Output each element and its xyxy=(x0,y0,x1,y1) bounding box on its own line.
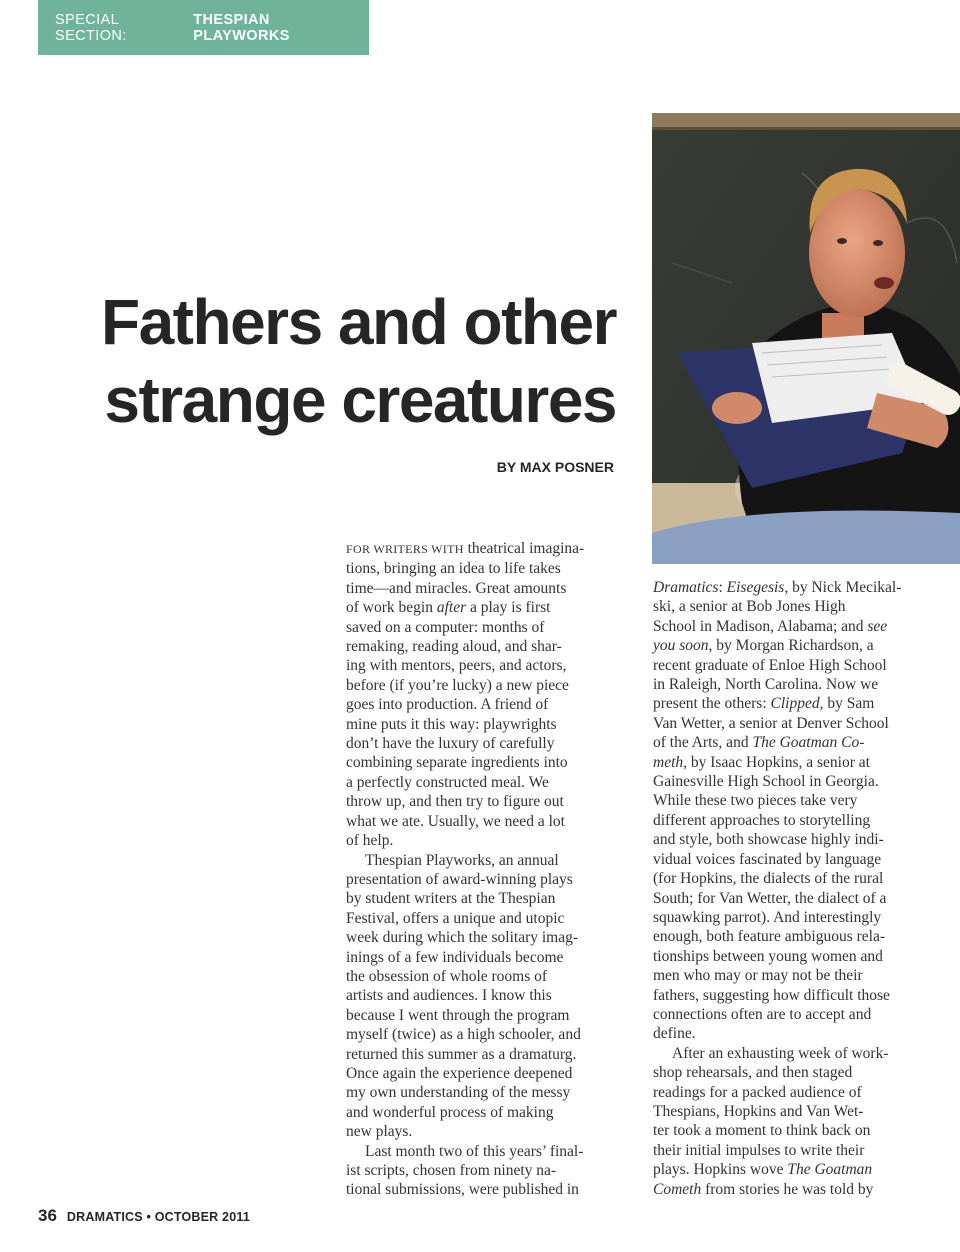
text-line xyxy=(346,831,614,850)
text-line xyxy=(653,617,921,636)
text-segment: a perfectly constructed meal. We xyxy=(346,773,549,791)
text-line xyxy=(346,734,614,753)
text-segment: (for Hopkins, the dialects of the rural xyxy=(653,870,884,888)
magazine-issue: DRAMATICS • OCTOBER 2011 xyxy=(66,1210,250,1224)
text-line xyxy=(653,714,921,733)
text-segment: combining separate ingredients into xyxy=(346,754,568,772)
text-line xyxy=(653,889,921,908)
text-segment: men who may or may not be their xyxy=(653,967,863,985)
text-segment: After an exhausting week of work- xyxy=(672,1044,889,1062)
headline-line-1: Fathers and other xyxy=(100,286,616,358)
text-segment: mine puts it this way: playwrights xyxy=(346,715,557,733)
text-line xyxy=(653,927,921,946)
text-line xyxy=(653,636,921,655)
text-line xyxy=(653,1180,921,1199)
text-segment: Gainesville High School in Georgia. xyxy=(653,773,879,791)
text-segment: recent graduate of Enloe High School xyxy=(653,656,887,674)
text-segment: of help. xyxy=(346,832,394,850)
text-segment: presentation of award-winning plays xyxy=(346,870,573,888)
banner-section-name: THESPIAN PLAYWORKS xyxy=(193,11,290,44)
text-line xyxy=(346,579,614,598)
text-line xyxy=(346,889,614,908)
text-segment: tionships between young women and xyxy=(653,947,883,965)
text-segment: ist scripts, chosen from ninety na- xyxy=(346,1162,557,1179)
italic-text: Cometh xyxy=(653,1180,702,1198)
text-line xyxy=(346,559,614,578)
banner-prefix: SPECIAL SECTION: xyxy=(55,11,127,44)
text-segment: Thespians, Hopkins and Van Wet- xyxy=(653,1102,864,1120)
italic-text: meth xyxy=(653,753,684,771)
text-line xyxy=(346,656,614,675)
text-segment: Once again the experience deepened xyxy=(346,1064,573,1082)
text-line xyxy=(653,1121,921,1140)
italic-text: The Goatman Co- xyxy=(752,734,865,752)
byline: BY MAX POSNER xyxy=(496,459,614,475)
page-number: 36 xyxy=(38,1206,57,1225)
article-column-2 xyxy=(653,578,921,1199)
text-line xyxy=(653,1160,921,1179)
text-line xyxy=(653,830,921,849)
text-segment: Last month two of this years’ final- xyxy=(365,1142,584,1160)
text-segment: by student writers at the Thespian xyxy=(346,890,556,908)
text-segment: , by Sam xyxy=(819,695,875,713)
text-segment: time—and miracles. Great amounts xyxy=(346,579,567,597)
text-line xyxy=(653,947,921,966)
text-segment: and style, both showcase highly indi- xyxy=(653,831,884,849)
text-segment: tional submissions, were published in xyxy=(346,1181,579,1199)
text-line xyxy=(346,909,614,928)
text-line xyxy=(653,986,921,1005)
text-line xyxy=(346,695,614,714)
text-line xyxy=(346,1142,614,1161)
text-line xyxy=(653,1141,921,1160)
text-segment: myself (twice) as a high schooler, and xyxy=(346,1026,581,1044)
text-segment: because I went through the program xyxy=(346,1006,570,1024)
text-segment: School in Madison, Alabama; and xyxy=(653,617,868,635)
text-line xyxy=(346,715,614,734)
text-segment: theatrical imagina- xyxy=(463,540,585,557)
text-line xyxy=(653,1044,921,1063)
text-line xyxy=(346,948,614,967)
text-segment: don’t have the luxury of carefully xyxy=(346,735,555,753)
text-line xyxy=(346,1083,614,1102)
text-line xyxy=(346,967,614,986)
text-segment: different approaches to storytelling xyxy=(653,811,871,829)
text-segment: before (if you’re lucky) a new piece xyxy=(346,676,569,694)
text-line xyxy=(653,733,921,752)
italic-text: Clipped xyxy=(770,695,820,713)
text-segment: what we ate. Usually, we need a lot xyxy=(346,812,565,830)
text-segment: vidual voices fascinated by language xyxy=(653,850,882,868)
italic-text: see xyxy=(867,617,888,635)
text-segment: present the others: xyxy=(653,695,771,713)
text-segment: Festival, offers a unique and utopic xyxy=(346,909,565,927)
text-line xyxy=(653,597,921,616)
article-column-1 xyxy=(346,539,614,1200)
text-segment: fathers, suggesting how difficult those xyxy=(653,986,890,1004)
text-segment: South; for Van Wetter, the dialect of a xyxy=(653,889,887,907)
text-line xyxy=(346,928,614,947)
text-line xyxy=(346,1064,614,1083)
text-line xyxy=(653,578,921,597)
text-line xyxy=(653,1005,921,1024)
text-segment: in Raleigh, North Carolina. Now we xyxy=(653,676,879,694)
text-segment: from stories he was told by xyxy=(701,1180,874,1198)
text-line xyxy=(653,869,921,888)
headline-line-2: strange creatures xyxy=(104,364,616,436)
text-line xyxy=(653,694,921,713)
text-segment: plays. Hopkins wove xyxy=(653,1161,788,1179)
text-line xyxy=(346,1180,614,1199)
text-segment: , by Isaac Hopkins, a senior at xyxy=(683,753,870,771)
section-banner xyxy=(38,0,369,55)
text-line xyxy=(346,1161,614,1180)
text-line xyxy=(346,676,614,695)
text-segment: ski, a senior at Bob Jones High xyxy=(653,598,846,616)
text-line xyxy=(346,851,614,870)
text-line xyxy=(346,1045,614,1064)
text-line xyxy=(346,598,614,617)
text-line xyxy=(653,1083,921,1102)
text-segment: enough, both feature ambiguous rela- xyxy=(653,928,885,946)
text-line xyxy=(653,1024,921,1043)
text-segment: artists and audiences. I know this xyxy=(346,987,552,1005)
text-line xyxy=(653,791,921,810)
text-segment: tions, bringing an idea to life takes xyxy=(346,560,561,578)
article-headline xyxy=(60,283,616,439)
text-segment: inings of a few individuals become xyxy=(346,948,564,966)
text-line xyxy=(346,1006,614,1025)
text-line xyxy=(346,1122,614,1141)
text-segment: goes into production. A friend of xyxy=(346,696,549,714)
text-segment: define. xyxy=(653,1025,696,1043)
italic-text: Dramatics xyxy=(653,579,719,596)
text-line xyxy=(346,539,614,559)
italic-text: you soon xyxy=(653,637,709,655)
text-segment: Thespian Playworks, an annual xyxy=(365,851,559,869)
text-segment: While these two pieces take very xyxy=(653,792,858,810)
text-line xyxy=(346,773,614,792)
text-segment: new plays. xyxy=(346,1123,413,1141)
text-segment: shop rehearsals, and then staged xyxy=(653,1064,853,1082)
text-segment: the obsession of whole rooms of xyxy=(346,967,548,985)
text-line xyxy=(346,1025,614,1044)
text-segment: : xyxy=(718,579,727,596)
text-segment: throw up, and then try to figure out xyxy=(346,793,564,811)
text-segment: ing with mentors, peers, and actors, xyxy=(346,657,567,675)
text-segment: and wonderful process of making xyxy=(346,1103,554,1121)
text-line xyxy=(653,1063,921,1082)
text-line xyxy=(653,753,921,772)
text-line xyxy=(653,908,921,927)
text-line xyxy=(653,772,921,791)
man-reading-script-photo xyxy=(652,113,960,564)
text-segment: Van Wetter, a senior at Denver School xyxy=(653,714,889,732)
text-line xyxy=(653,811,921,830)
text-segment: squawking parrot). And interestingly xyxy=(653,908,882,926)
text-line xyxy=(346,792,614,811)
text-segment: , by Nick Mecikal- xyxy=(784,579,902,596)
text-segment: a play is first xyxy=(466,599,551,617)
text-segment: of the Arts, and xyxy=(653,734,753,752)
text-segment: FOR WRITERS WITH xyxy=(346,542,464,556)
text-segment: , by Morgan Richardson, a xyxy=(708,637,874,655)
text-line xyxy=(653,1102,921,1121)
text-segment: readings for a packed audience of xyxy=(653,1083,862,1101)
text-segment: my own understanding of the messy xyxy=(346,1084,571,1102)
text-line xyxy=(653,966,921,985)
italic-text: Eisegesis xyxy=(726,579,785,596)
text-line xyxy=(346,618,614,637)
text-line xyxy=(653,675,921,694)
italic-text: The Goatman xyxy=(787,1161,873,1179)
text-segment: their initial impulses to write their xyxy=(653,1141,865,1159)
text-line xyxy=(346,1103,614,1122)
text-line xyxy=(346,637,614,656)
text-line xyxy=(653,850,921,869)
text-segment: returned this summer as a dramaturg. xyxy=(346,1045,577,1063)
text-segment: of work begin xyxy=(346,599,437,617)
text-line xyxy=(653,656,921,675)
text-segment: saved on a computer: months of xyxy=(346,618,545,636)
text-line xyxy=(346,753,614,772)
text-segment: connections often are to accept and xyxy=(653,1005,872,1023)
text-segment: week during which the solitary imag- xyxy=(346,929,579,947)
italic-text: after xyxy=(436,599,467,617)
page-footer xyxy=(38,1206,250,1226)
text-line xyxy=(346,812,614,831)
text-line xyxy=(346,870,614,889)
text-segment: ter took a moment to think back on xyxy=(653,1122,871,1140)
text-segment: remaking, reading aloud, and shar- xyxy=(346,638,562,656)
text-line xyxy=(346,986,614,1005)
